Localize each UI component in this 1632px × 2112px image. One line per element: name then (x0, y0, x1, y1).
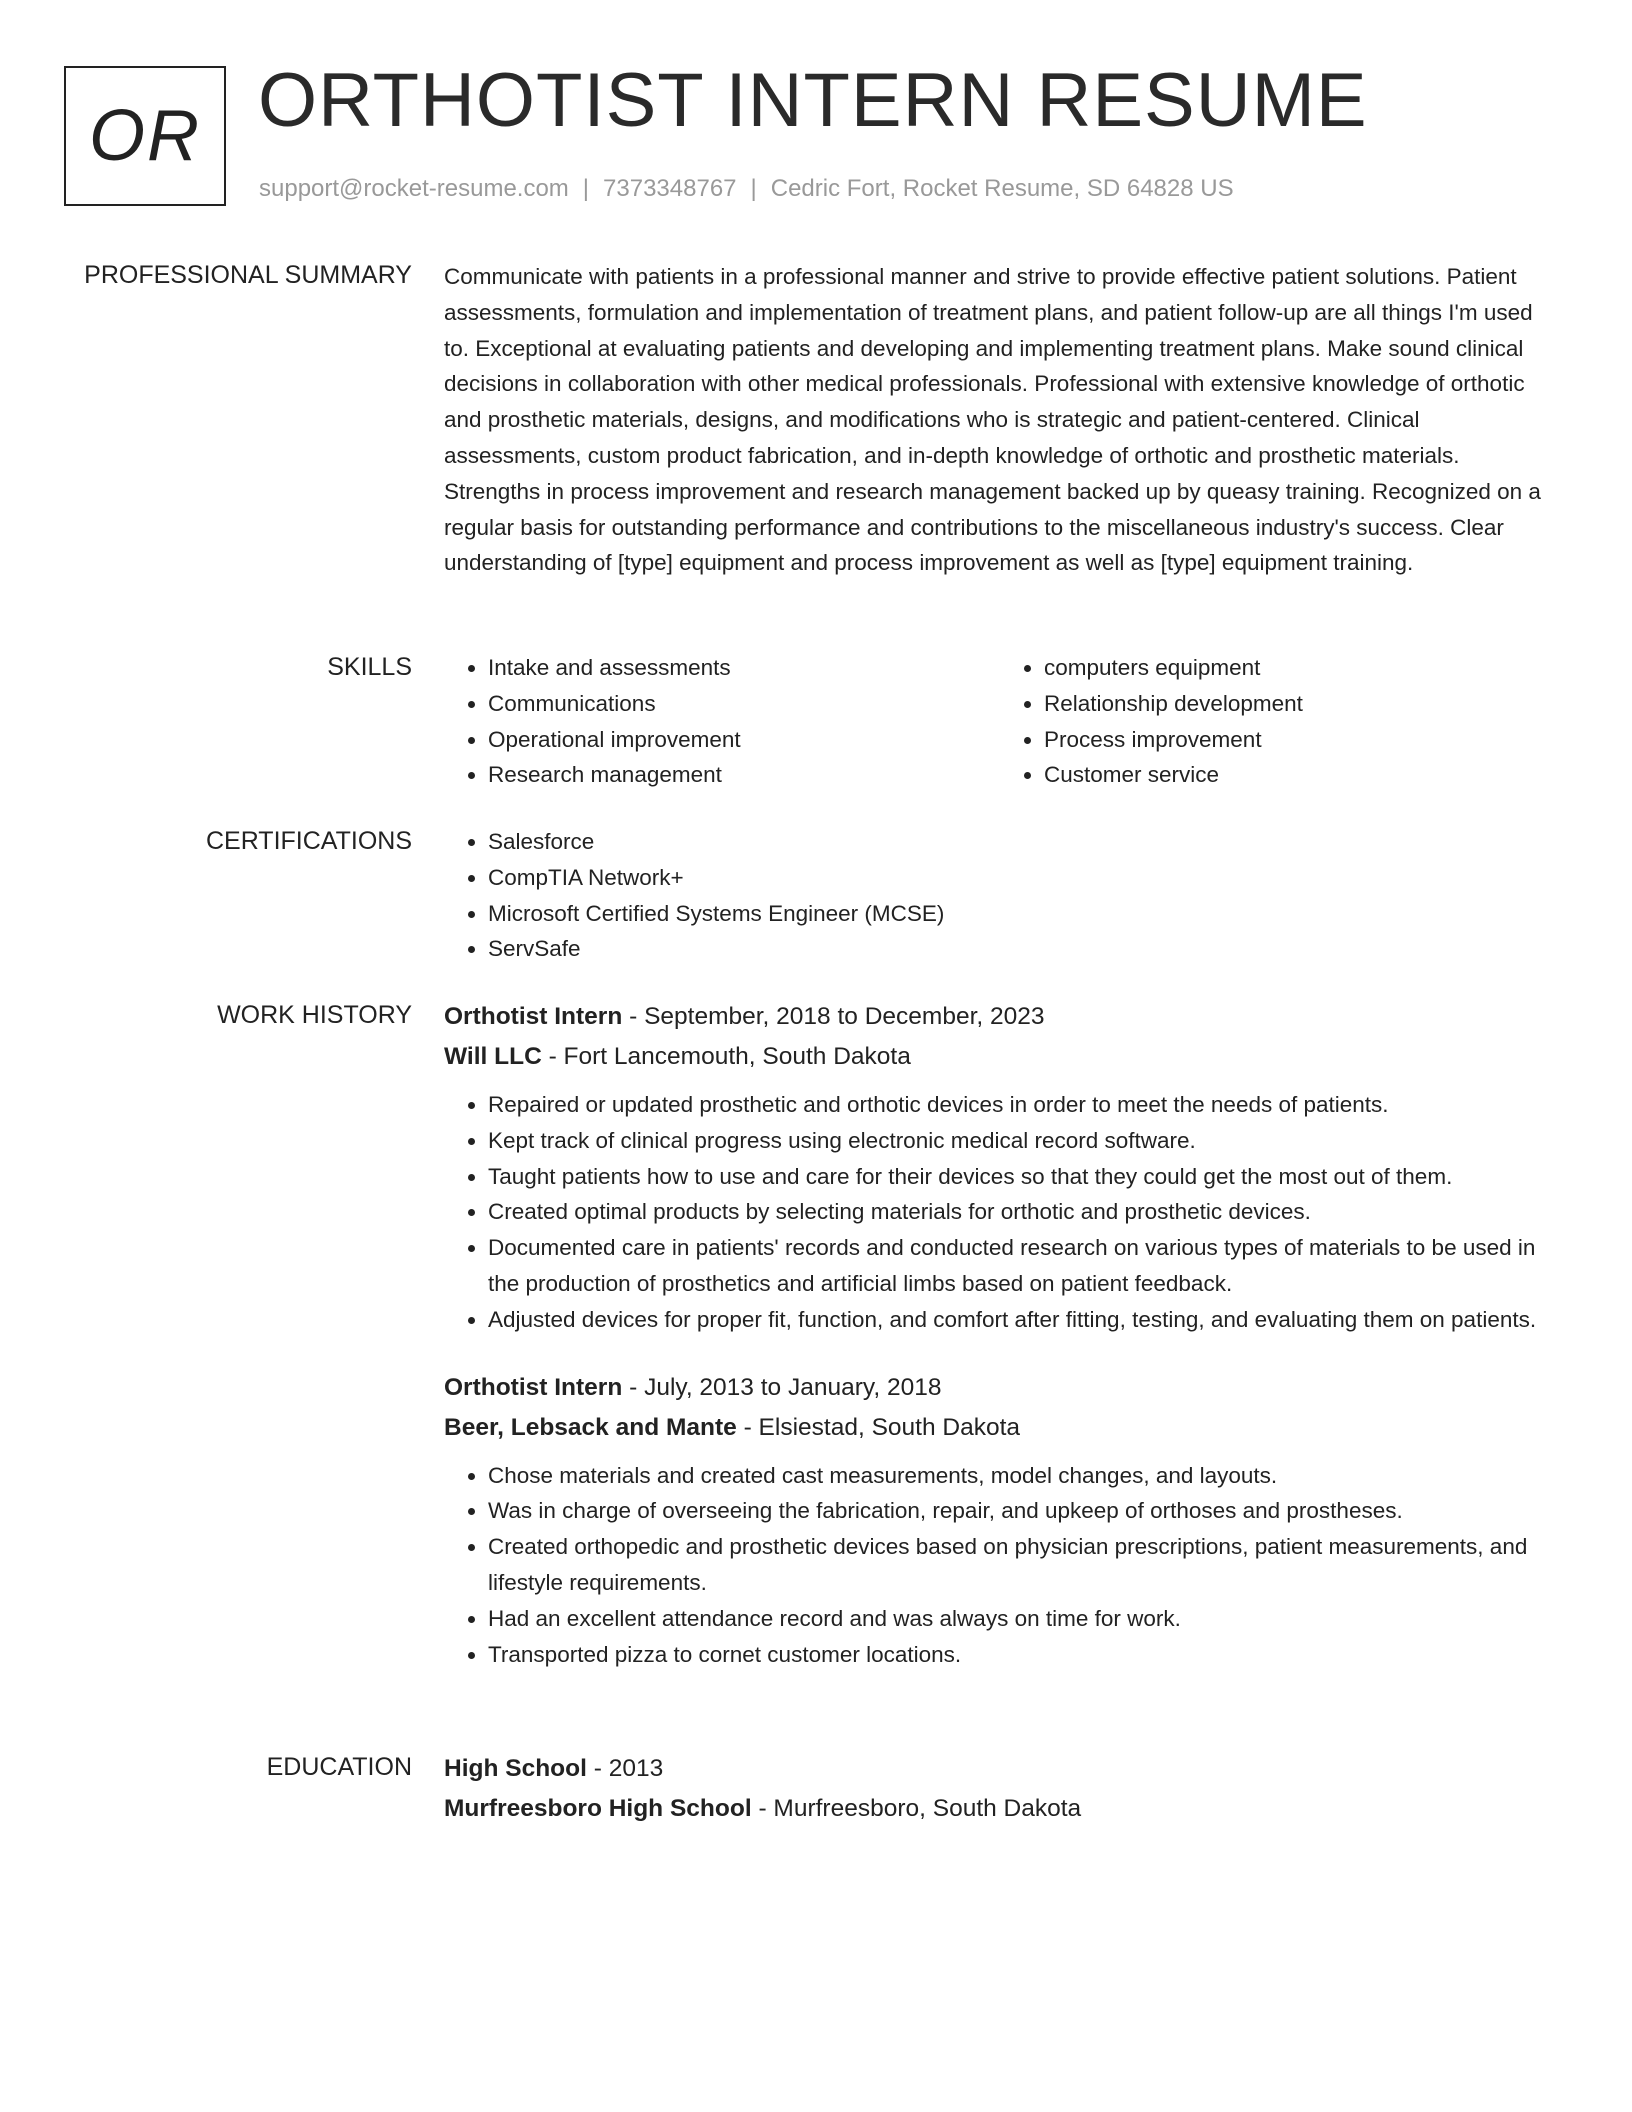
skill-item: • Communications (488, 686, 1000, 722)
work-history-heading: WORK HISTORY (217, 1001, 412, 1029)
certification-item: • Microsoft Certified Systems Engineer (MCSE) (488, 896, 1556, 932)
contact-line (259, 174, 1234, 204)
job-duty: • Adjusted devices for proper fit, function, and comfort after fitting, testing, and evaluating them on patients. (488, 1302, 1556, 1338)
job-duty: • Taught patients how to use and care for their devices so that they could get the most out of them. (488, 1159, 1556, 1195)
job-entry (444, 1368, 1556, 1673)
job-duty: • Was in charge of overseeing the fabrication, repair, and upkeep of orthoses and prostheses. (488, 1493, 1556, 1529)
job-dates: - July, 2013 to January, 2018 (622, 1373, 942, 1401)
skill-item: • computers equipment (1044, 650, 1556, 686)
job-duties-list (444, 1087, 1556, 1338)
job-duty: • Created orthopedic and prosthetic devices based on physician prescriptions, patient measurements, and lifestyle requirements. (488, 1529, 1556, 1601)
skills-list-right (1000, 650, 1556, 793)
skill-item: • Process improvement (1044, 722, 1556, 758)
education-year: - 2013 (586, 1755, 664, 1782)
skills-grid (444, 650, 1556, 793)
job-duties-list (444, 1458, 1556, 1673)
education-degree-line (444, 1749, 1556, 1789)
job-duty: • Documented care in patients' records and conducted research on various types of materials to be used in the production of prosthetics and artificial limbs based on patient feedback. (488, 1230, 1556, 1302)
resume-title: ORTHOTIST INTERN RESUME (258, 58, 1368, 143)
job-duty: • Repaired or updated prosthetic and orthotic devices in order to meet the needs of patients. (488, 1087, 1556, 1123)
education-school: Murfreesboro High School (444, 1795, 752, 1822)
education-degree: High School (444, 1755, 587, 1782)
contact-address: Cedric Fort, Rocket Resume, SD 64828 US (770, 175, 1234, 202)
job-title-line (444, 997, 1556, 1037)
skills-list-left (444, 650, 1000, 793)
job-title: Orthotist Intern (444, 1373, 623, 1401)
certifications-heading: CERTIFICATIONS (205, 827, 412, 855)
education-location: - Murfreesboro, South Dakota (751, 1795, 1082, 1822)
job-company-line (444, 1408, 1556, 1448)
job-duty: • Kept track of clinical progress using electronic medical record software. (488, 1123, 1556, 1159)
skill-item: • Research management (488, 757, 1000, 793)
certifications-list (444, 824, 1556, 967)
skill-item: • Intake and assessments (488, 650, 1000, 686)
contact-separator: | (582, 175, 590, 202)
job-company-line (444, 1037, 1556, 1077)
skill-item: • Relationship development (1044, 686, 1556, 722)
summary-text: Communicate with patients in a professional manner and strive to provide effective patient solutions. Patient assessments, formulation and implementation of treatment plans, and patient follow-up are all things I'm used to. Exceptional at evaluating patients and developing and implementing treatment plans. Make sound clinical decisions in collaboration with other medical professionals. Professional with extensive knowledge of orthotic and prosthetic materials, designs, and modifications who is strategic and patient-centered. Clinical assessments, custom product fabrication, and in-depth knowledge of orthotic and prosthetic materials. Strengths in process improvement and research management backed up by queasy training. Recognized on a regular basis for outstanding performance and contributions to the miscellaneous industry's success. Clear understanding of [type] equipment and process improvement as well as [type] equipment training. (444, 264, 1541, 576)
job-dates: - September, 2018 to December, 2023 (622, 1003, 1045, 1030)
contact-email[interactable]: support@rocket-resume.com (259, 175, 569, 202)
skill-item: • Customer service (1044, 757, 1556, 793)
job-company: Will LLC (444, 1043, 542, 1070)
job-duty: • Had an excellent attendance record and was always on time for work. (488, 1601, 1556, 1637)
education-school-line (444, 1789, 1556, 1829)
certification-item: • ServSafe (488, 931, 1556, 967)
job-duty: • Transported pizza to cornet customer locations. (488, 1637, 1556, 1673)
certification-item: • Salesforce (488, 824, 1556, 860)
contact-phone[interactable]: 7373348767 (603, 175, 737, 202)
skills-heading: SKILLS (327, 653, 412, 681)
job-company: Beer, Lebsack and Mante (444, 1413, 737, 1441)
job-duty: • Chose materials and created cast measurements, model changes, and layouts. (488, 1458, 1556, 1494)
job-title-line (444, 1368, 1556, 1408)
job-duty: • Created optimal products by selecting materials for orthotic and prosthetic devices. (488, 1194, 1556, 1230)
monogram-logo: OR (64, 66, 226, 206)
job-entry (444, 997, 1556, 1338)
job-title: Orthotist Intern (444, 1003, 623, 1030)
certification-item: • CompTIA Network+ (488, 860, 1556, 896)
job-location: - Fort Lancemouth, South Dakota (541, 1043, 911, 1070)
education-heading: EDUCATION (266, 1753, 412, 1781)
contact-separator: | (750, 175, 757, 202)
summary-heading: PROFESSIONAL SUMMARY (84, 261, 412, 289)
skill-item: • Operational improvement (488, 722, 1000, 758)
job-location: - Elsiestad, South Dakota (736, 1413, 1021, 1441)
